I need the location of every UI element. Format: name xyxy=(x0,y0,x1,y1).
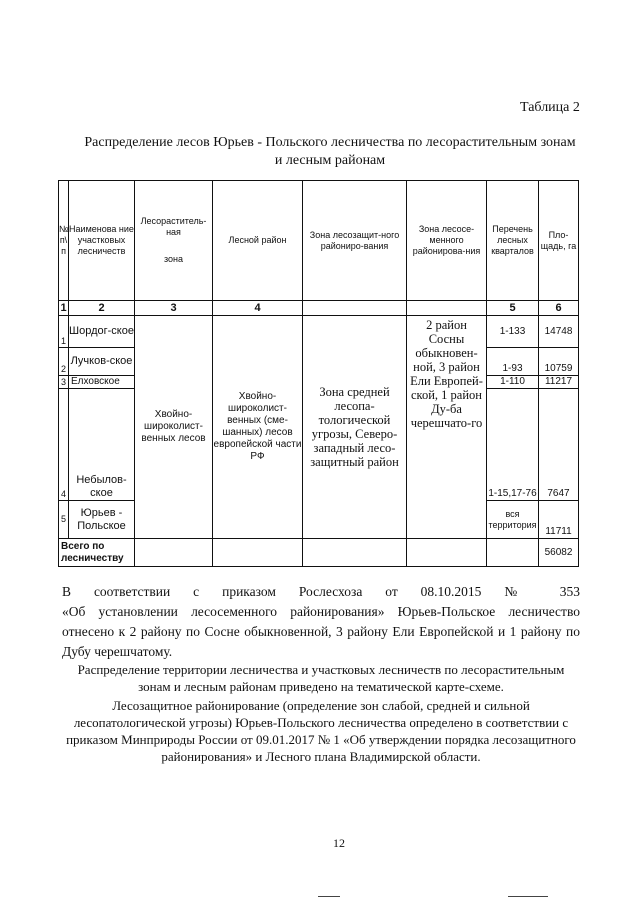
forestry-name: Шордог-ское xyxy=(69,316,135,348)
col-number: 4 xyxy=(213,301,303,316)
header-num: № п\ п xyxy=(59,181,69,301)
header-district: Лесной район xyxy=(213,181,303,301)
row-num: 3 xyxy=(59,376,69,389)
table-label: Таблица 2 xyxy=(520,100,580,115)
total-label: Всего по лесничеству xyxy=(59,539,135,567)
header-veg-zone-bottom: зона xyxy=(163,254,183,264)
header-veg-zone-top: Лесораститель-ная xyxy=(140,216,207,237)
area-cell: 11711 xyxy=(539,501,579,539)
header-area: Пло-щадь, га xyxy=(539,181,579,301)
quarters-cell: 1-15,17-76 xyxy=(487,389,539,501)
col-number: 3 xyxy=(135,301,213,316)
total-area: 56082 xyxy=(539,539,579,567)
paragraph-seed-zoning-rest: «Об установлении лесосеменного районирования» Юрьев-Польское лесничество отнесено к 2 району по Сосне обыкновенной, 3 району Ели Европейской и 1 району по Дубу черешчатому. xyxy=(62,604,580,659)
seed-zone-cell: 2 район Сосны обыкновен-ной, 3 район Ели Европей-ской, 1 район Ду-ба черешчато-го xyxy=(407,316,487,539)
forestry-name: Небылов-ское xyxy=(69,389,135,501)
footer-dash xyxy=(508,896,548,897)
paragraph-territory: Распределение территории лесничества и участковых лесничеств по лесорастительным зонам и лесным районам приведено на тематической карте-схеме. xyxy=(77,662,565,694)
area-cell: 10759 xyxy=(539,348,579,376)
header-name: Наименова ние участковых лесничеств xyxy=(69,181,135,301)
col-number: 2 xyxy=(69,301,135,316)
col-number: 5 xyxy=(487,301,539,316)
forestry-name: Лучков-ское xyxy=(69,348,135,376)
quarters-cell: 1-93 xyxy=(487,348,539,376)
column-number-row xyxy=(59,301,579,316)
header-protection-zone: Зона лесозащит-ного райониро-вания xyxy=(303,181,407,301)
header-veg-zone xyxy=(135,181,213,301)
row-num: 2 xyxy=(59,348,69,376)
table-row xyxy=(59,316,579,348)
col-number: 1 xyxy=(60,302,67,314)
forest-distribution-table xyxy=(58,180,579,567)
area-cell: 14748 xyxy=(539,316,579,348)
quarters-cell: вся территория xyxy=(487,501,539,539)
row-num: 5 xyxy=(59,501,69,539)
paragraph-seed-zoning-line1: В соответствии с приказом Рослесхоза от 08.10.2015 № 353 xyxy=(62,584,580,599)
header-row xyxy=(59,181,579,301)
quarters-cell: 1-110 xyxy=(487,376,539,389)
forestry-name: Елховское xyxy=(69,376,135,389)
protection-zone-cell: Зона средней лесопа-тологической угрозы, Северо-западный лесо-защитный район xyxy=(303,316,407,539)
footer-dash xyxy=(318,896,340,897)
paragraph-seed-zoning xyxy=(62,582,580,662)
paragraph-protection-zoning: Лесозащитное районирование (определение зон слабой, средней и сильной лесопатологической угрозы) Юрьев-Польского лесничества определено в соответствии с приказом Минприроды России от 09.01.2017 № 1 «Об утверждении порядка лесозащитного районирования» и Лесного плана Владимирской области. xyxy=(66,698,576,764)
total-row xyxy=(59,539,579,567)
page-number: 12 xyxy=(333,836,345,850)
area-cell: 11217 xyxy=(539,376,579,389)
quarters-cell: 1-133 xyxy=(487,316,539,348)
forestry-name: Юрьев - Польское xyxy=(69,501,135,539)
row-num: 4 xyxy=(59,389,69,501)
header-seed-zone: Зона лесосе-менного районирова-ния xyxy=(407,181,487,301)
area-cell: 7647 xyxy=(539,389,579,501)
row-num: 1 xyxy=(59,316,69,348)
veg-zone-cell: Хвойно-широколист-венных лесов xyxy=(135,316,213,539)
forest-district-cell: Хвойно-широколист-венных (сме-шанных) лесов европейской части РФ xyxy=(213,316,303,539)
col-number: 6 xyxy=(539,301,579,316)
header-quarters: Перечень лесных кварталов xyxy=(487,181,539,301)
table-title: Распределение лесов Юрьев - Польского лесничества по лесорастительным зонам и лесным районам xyxy=(84,135,576,168)
